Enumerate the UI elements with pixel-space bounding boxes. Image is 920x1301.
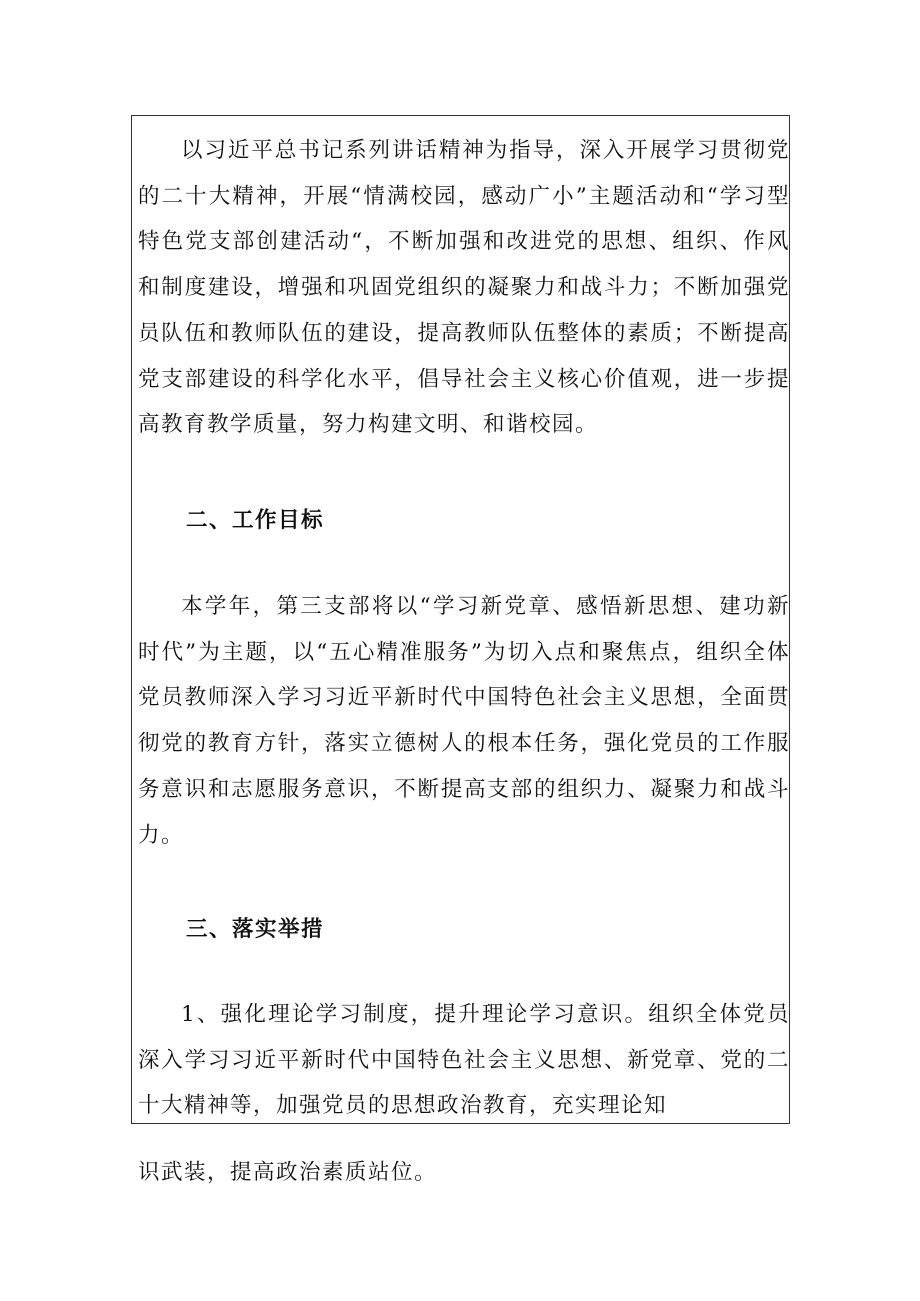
paragraph-measure-1: 1、强化理论学习制度，提升理论学习意识。组织全体党员深入学习习近平新时代中国特色社会主义思想、新党章、党的二十大精神等，加强党员的思想政治教育，充实理论知	[138, 1002, 790, 1119]
heading-work-goals: 二、工作目标	[186, 508, 325, 533]
heading-implementation-measures: 三、落实举措	[186, 917, 325, 942]
paragraph-intro: 以习近平总书记系列讲话精神为指导，深入开展学习贯彻党的二十大精神，开展“情满校园，感动广小”主题活动和“学习型特色党支部创建活动“，不断加强和改进党的思想、组织、作风和制度建设，增强和巩固党组织的凝聚力和战斗力；不断加强党员队伍和教师队伍的建设，提高教师队伍整体的素质；不断提高党支部建设的科学化水平，倡导社会主义核心价值观，进一步提高教育教学质量，努力构建文明、和谐校园。	[138, 138, 790, 438]
paragraph-measure-1-continuation: 识武装，提高政治素质站位。	[138, 1160, 438, 1185]
paragraph-work-goals: 本学年，第三支部将以“学习新党章、感悟新思想、建功新时代”为主题，以“五心精准服务”为切入点和聚焦点，组织全体党员教师深入学习习近平新时代中国特色社会主义思想，全面贯彻党的教育方针，落实立德树人的根本任务，强化党员的工作服务意识和志愿服务意识，不断提高支部的组织力、凝聚力和战斗力。	[138, 594, 790, 848]
